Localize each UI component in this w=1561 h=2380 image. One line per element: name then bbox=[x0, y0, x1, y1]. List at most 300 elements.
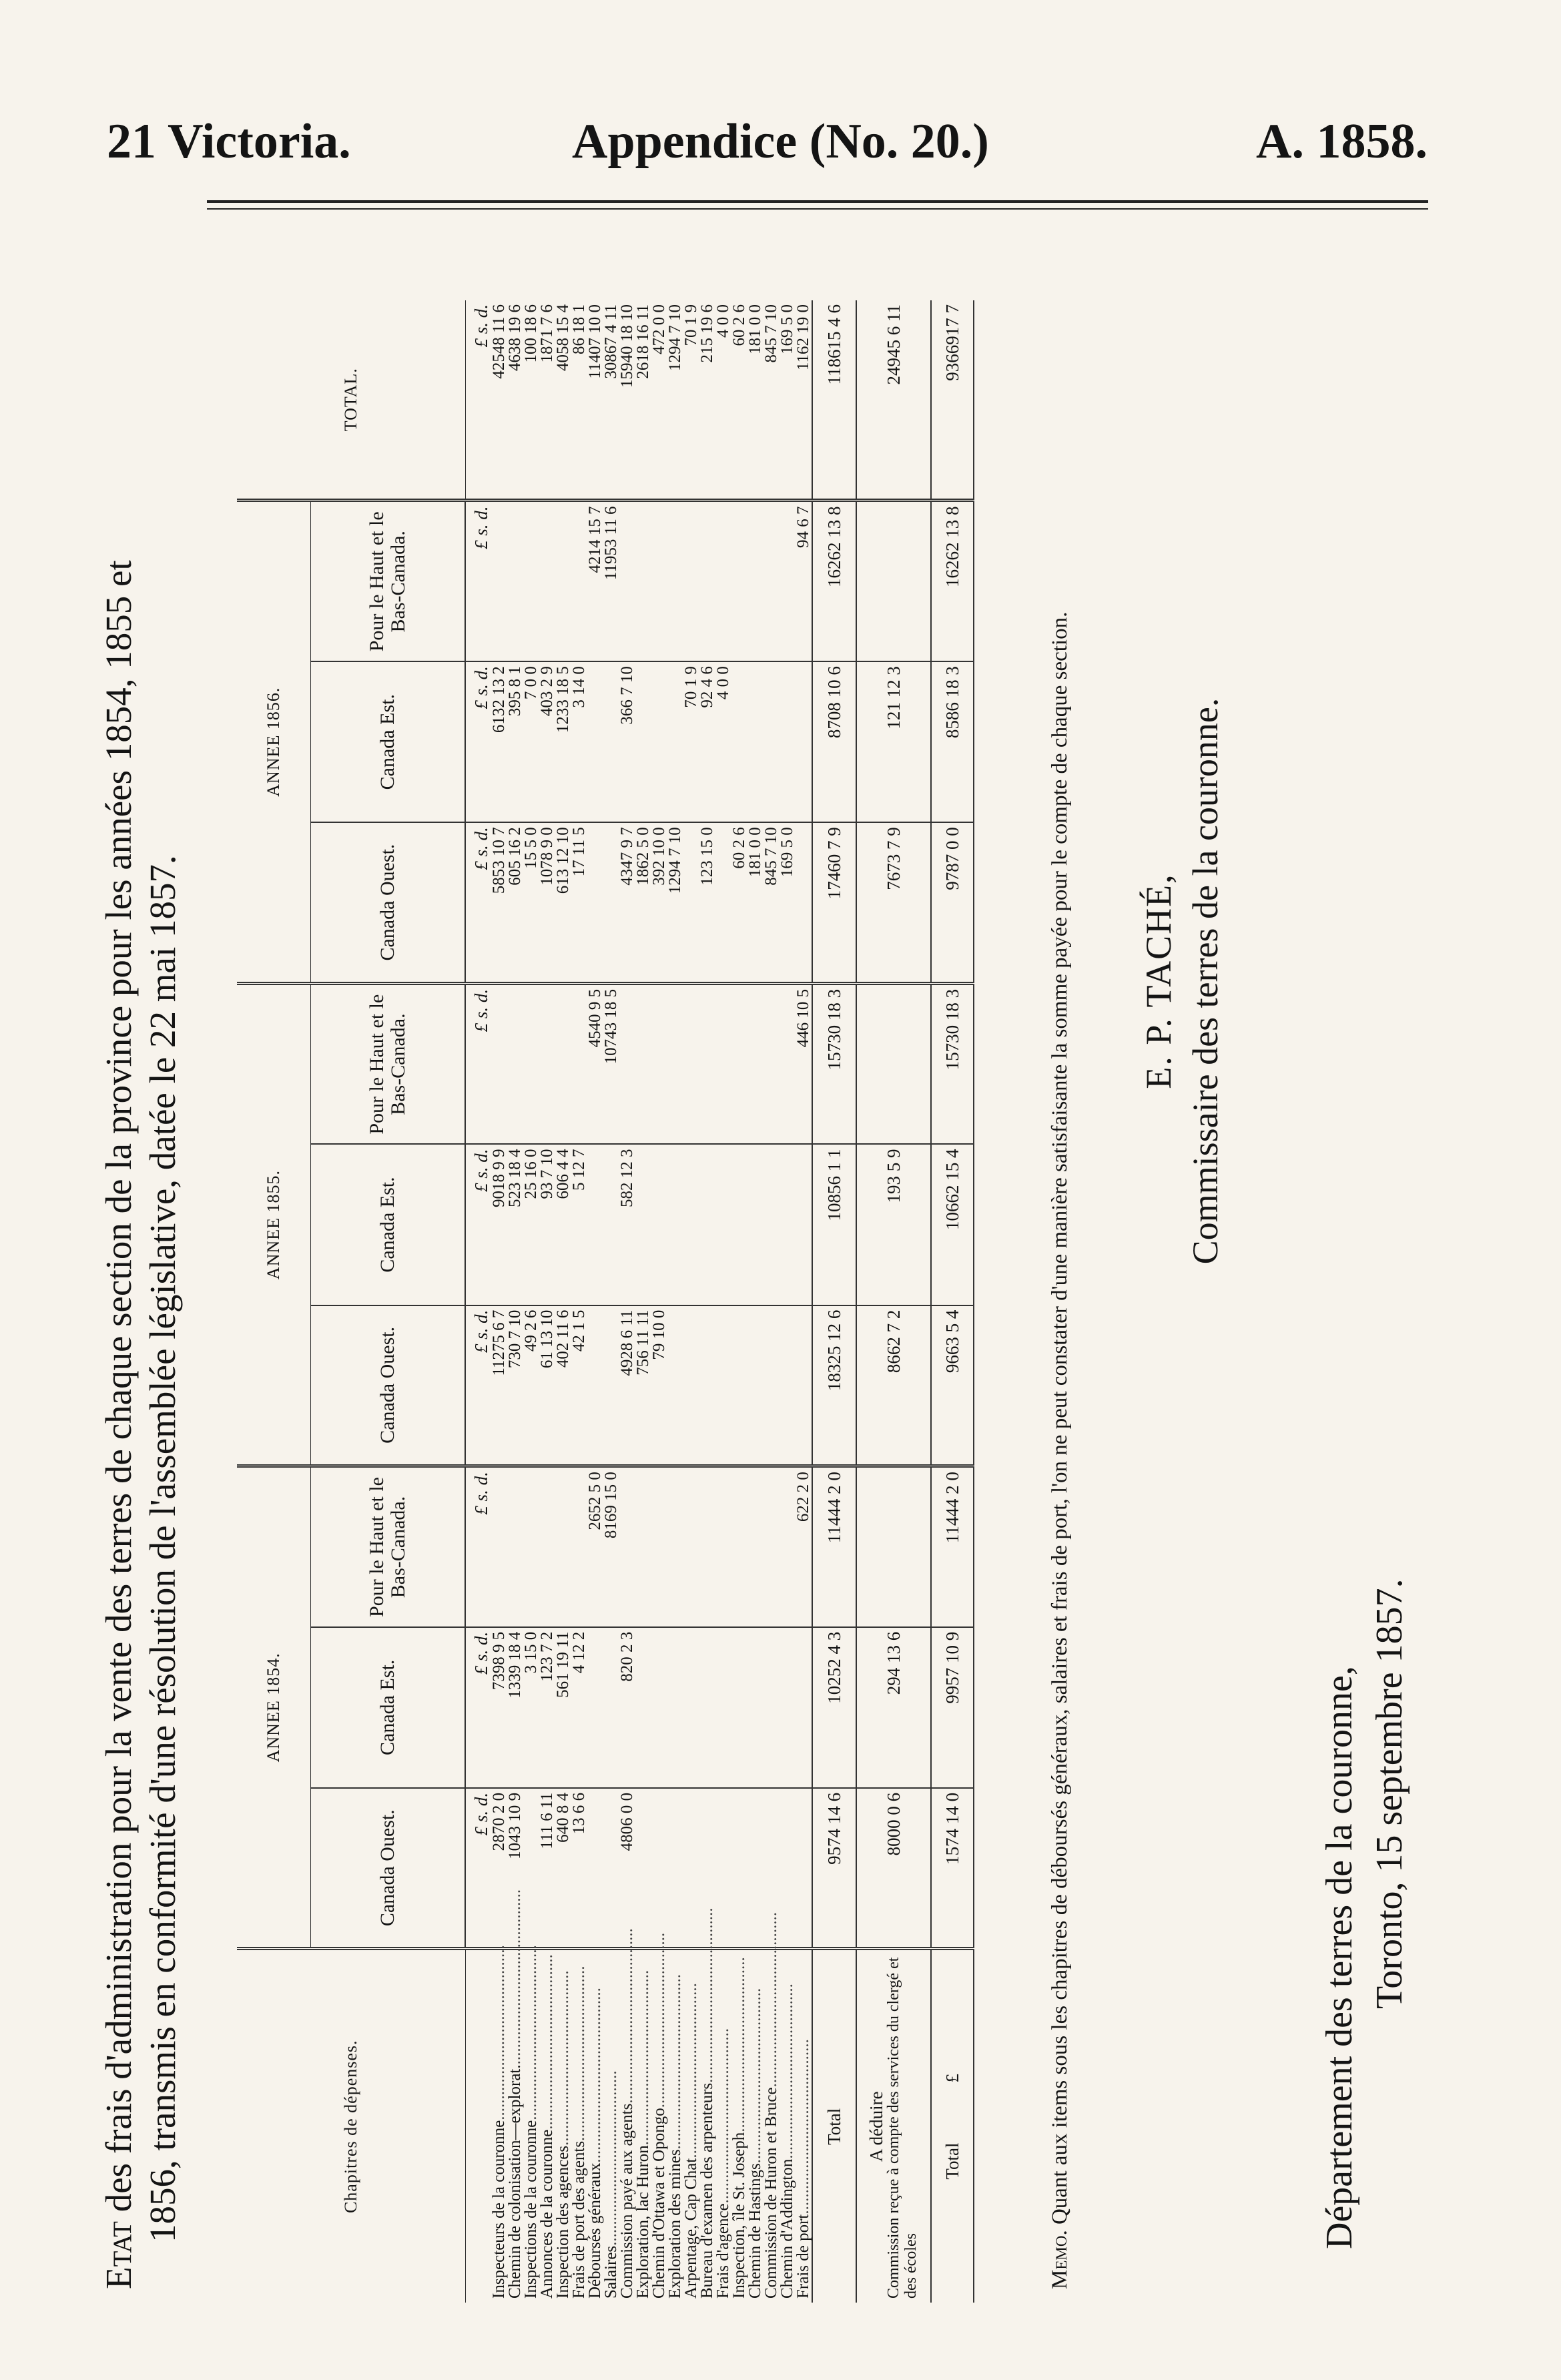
row-value bbox=[651, 1627, 667, 1788]
row-value: 1862 5 0 bbox=[635, 822, 651, 983]
row-value bbox=[731, 1466, 747, 1627]
row-value: 5853 10 7 bbox=[491, 822, 507, 983]
row-value bbox=[507, 983, 523, 1144]
row-value bbox=[635, 983, 651, 1144]
row-value bbox=[763, 1627, 779, 1788]
row-value bbox=[731, 1305, 747, 1466]
row-value bbox=[603, 1627, 619, 1788]
row-value: 622 2 0 bbox=[796, 1466, 812, 1627]
row-value bbox=[683, 1305, 699, 1466]
row-value bbox=[667, 1627, 683, 1788]
subhead-1856-2: Pour le Haut et le Bas-Canada. bbox=[311, 501, 466, 661]
row-value bbox=[635, 1627, 651, 1788]
table-row bbox=[587, 300, 603, 2303]
row-value: 6132 13 2 bbox=[491, 661, 507, 822]
row-value: 4928 6 11 bbox=[619, 1305, 635, 1466]
row-value bbox=[667, 501, 683, 661]
row-value bbox=[731, 501, 747, 661]
row-value bbox=[747, 983, 763, 1144]
row-value: 42548 11 6 bbox=[491, 300, 507, 501]
row-value bbox=[491, 501, 507, 661]
subhead-1856-0: Canada Ouest. bbox=[311, 822, 466, 983]
table-row bbox=[635, 300, 651, 2303]
row-value bbox=[699, 1466, 715, 1627]
row-value: 9018 9 9 bbox=[491, 1144, 507, 1305]
row-value bbox=[699, 1627, 715, 1788]
units-label: £ s. d. bbox=[465, 1466, 491, 1627]
row-value bbox=[715, 1144, 731, 1305]
row-label: Frais de port des agents.......................................... bbox=[570, 1966, 588, 2299]
total-value: 8708 10 6 bbox=[812, 661, 856, 822]
row-value: 392 10 0 bbox=[651, 822, 667, 983]
row-value bbox=[667, 1305, 683, 1466]
row-value bbox=[699, 501, 715, 661]
final-total-row bbox=[931, 300, 974, 2303]
row-value bbox=[747, 661, 763, 822]
row-value bbox=[715, 1466, 731, 1627]
running-header bbox=[0, 113, 1561, 187]
leader-dots: .......................................... bbox=[650, 1932, 668, 2108]
final-value: 10662 15 4 bbox=[931, 1144, 974, 1305]
row-value bbox=[651, 1466, 667, 1627]
leader-dots: .......................................... bbox=[586, 1988, 604, 2163]
table-row bbox=[507, 300, 523, 2303]
row-value: 3 14 0 bbox=[571, 661, 587, 822]
table-row bbox=[651, 300, 667, 2303]
leader-dots: .......................................... bbox=[506, 1889, 524, 2065]
header-rule-thin bbox=[207, 208, 1428, 210]
row-value: 820 2 3 bbox=[619, 1627, 635, 1788]
table-row bbox=[699, 300, 715, 2303]
final-value: 9787 0 0 bbox=[931, 822, 974, 983]
row-value: 366 7 10 bbox=[619, 661, 635, 822]
units-label: £ s. d. bbox=[465, 1788, 491, 1949]
row-value bbox=[491, 1466, 507, 1627]
row-value bbox=[731, 1144, 747, 1305]
row-value bbox=[523, 1466, 539, 1627]
row-value bbox=[747, 1788, 763, 1949]
final-value: 15730 18 3 bbox=[931, 983, 974, 1144]
deduct-heading: A déduire bbox=[866, 2091, 886, 2162]
row-value: 70 1 9 bbox=[683, 300, 699, 501]
row-value: 60 2 6 bbox=[731, 300, 747, 501]
row-value: 42 1 5 bbox=[571, 1305, 587, 1466]
row-value: 2618 16 11 bbox=[635, 300, 651, 501]
leader-dots: .......................................... bbox=[618, 1928, 636, 2104]
row-value bbox=[747, 1627, 763, 1788]
row-value: 17 11 5 bbox=[571, 822, 587, 983]
row-value: 1294 7 10 bbox=[667, 822, 683, 983]
row-value bbox=[763, 501, 779, 661]
title-lead: Etat bbox=[98, 2221, 139, 2289]
deduct-value bbox=[856, 1466, 931, 1627]
row-value bbox=[651, 1788, 667, 1949]
row-value: 25 16 0 bbox=[523, 1144, 539, 1305]
final-value: 1574 14 0 bbox=[931, 1788, 974, 1949]
final-total-label: Total bbox=[942, 2142, 962, 2180]
row-value bbox=[683, 822, 699, 983]
place-date-line: Toronto, 15 septembre 1857. bbox=[1369, 1578, 1410, 2009]
units-label: £ s. d. bbox=[465, 661, 491, 822]
row-value bbox=[779, 1305, 796, 1466]
deduct-value: 7673 7 9 bbox=[856, 822, 931, 983]
title-line-2: 1856, transmis en conformité d'une résolution de l'assemblée législative, datée le 22 mai 1857. bbox=[142, 855, 183, 2243]
row-value: 7 0 0 bbox=[523, 661, 539, 822]
department-line: Département des terres de la couronne, bbox=[1319, 1666, 1360, 2249]
row-value bbox=[539, 983, 555, 1144]
subhead-1856-1: Canada Est. bbox=[311, 661, 466, 822]
expense-table bbox=[237, 300, 974, 2303]
row-value: 4 12 2 bbox=[571, 1627, 587, 1788]
total-value: 9574 14 6 bbox=[812, 1788, 856, 1949]
table-row bbox=[491, 300, 507, 2303]
final-value: 9366917 7 bbox=[931, 300, 974, 501]
row-value: 4 0 0 bbox=[715, 300, 731, 501]
row-label: Inspection, île St. Joseph.......................................... bbox=[730, 1957, 748, 2299]
table-row bbox=[667, 300, 683, 2303]
row-value bbox=[699, 1305, 715, 1466]
row-label: Déboursés généraux.......................................... bbox=[586, 1988, 604, 2299]
row-value: 4347 9 7 bbox=[619, 822, 635, 983]
leader-dots: .......................................... bbox=[762, 1911, 780, 2088]
row-value: 70 1 9 bbox=[683, 661, 699, 822]
row-value bbox=[731, 1627, 747, 1788]
row-value: 606 4 4 bbox=[555, 1144, 571, 1305]
row-value: 7398 9 5 bbox=[491, 1627, 507, 1788]
total-value: 17460 7 9 bbox=[812, 822, 856, 983]
row-value: 4806 0 0 bbox=[619, 1788, 635, 1949]
row-value bbox=[603, 1788, 619, 1949]
units-spacer bbox=[465, 1949, 491, 2303]
subhead-1855-1: Canada Est. bbox=[311, 1144, 466, 1305]
row-value bbox=[796, 1144, 812, 1305]
row-value bbox=[571, 1466, 587, 1627]
subhead-1854-1: Canada Est. bbox=[311, 1627, 466, 1788]
deduct-value bbox=[856, 501, 931, 661]
document-title bbox=[97, 287, 185, 2289]
total-value: 11444 2 0 bbox=[812, 1466, 856, 1627]
deduct-value: 193 5 9 bbox=[856, 1144, 931, 1305]
row-value: 1043 10 9 bbox=[507, 1788, 523, 1949]
header-session: 21 Victoria. bbox=[107, 114, 351, 169]
row-label: Chemin d'Addington.......................................... bbox=[778, 1984, 796, 2299]
table-row bbox=[571, 300, 587, 2303]
row-value: 181 0 0 bbox=[747, 822, 763, 983]
units-label: £ s. d. bbox=[465, 1627, 491, 1788]
row-value bbox=[715, 1788, 731, 1949]
table-row bbox=[539, 300, 555, 2303]
final-value: 8586 18 3 bbox=[931, 661, 974, 822]
row-value bbox=[635, 1466, 651, 1627]
head-year-1854: ANNEE 1854. bbox=[237, 1466, 311, 1949]
row-value: 613 12 10 bbox=[555, 822, 571, 983]
row-label: Chemin d'Ottawa et Opongo.......................................... bbox=[650, 1932, 668, 2299]
row-value bbox=[603, 1144, 619, 1305]
row-value bbox=[683, 1627, 699, 1788]
units-label: £ s. d. bbox=[465, 983, 491, 1144]
row-value bbox=[555, 1466, 571, 1627]
row-value bbox=[619, 501, 635, 661]
row-value bbox=[667, 1788, 683, 1949]
leader-dots: .......................................... bbox=[778, 1984, 796, 2159]
total-value: 18325 12 6 bbox=[812, 1305, 856, 1466]
memo-lead: Memo. bbox=[1048, 2230, 1072, 2289]
row-label: Frais d'agence.......................................... bbox=[714, 2028, 732, 2299]
subhead-1855-0: Canada Ouest. bbox=[311, 1305, 466, 1466]
row-value: 1871 7 6 bbox=[539, 300, 555, 501]
leader-dots: .......................................... bbox=[666, 1974, 684, 2150]
row-value bbox=[571, 501, 587, 661]
row-value: 5 12 7 bbox=[571, 1144, 587, 1305]
row-value bbox=[507, 1466, 523, 1627]
table-row bbox=[779, 300, 796, 2303]
row-label: Commission de Huron et Bruce.......................................... bbox=[762, 1911, 780, 2299]
leader-dots: .......................................... bbox=[746, 1988, 764, 2164]
row-value: 4 0 0 bbox=[715, 661, 731, 822]
units-label: £ s. d. bbox=[465, 501, 491, 661]
row-value bbox=[539, 1466, 555, 1627]
leader-dots: .......................................... bbox=[490, 1945, 508, 2120]
row-value bbox=[667, 1466, 683, 1627]
head-year-1856: ANNEE 1856. bbox=[237, 501, 311, 983]
row-value: 30867 4 11 bbox=[603, 300, 619, 501]
row-value bbox=[555, 501, 571, 661]
row-value bbox=[779, 501, 796, 661]
header-appendix: Appendice (No. 20.) bbox=[572, 114, 989, 169]
row-value: 1233 18 5 bbox=[555, 661, 571, 822]
row-value: 79 10 0 bbox=[651, 1305, 667, 1466]
row-value bbox=[683, 1466, 699, 1627]
row-label: Bureau d'examen des arpenteurs.......................................... bbox=[698, 1907, 716, 2299]
subhead-1854-0: Canada Ouest. bbox=[311, 1788, 466, 1949]
row-label: Exploration, lac Huron.......................................... bbox=[634, 1970, 652, 2299]
row-value: 402 11 6 bbox=[555, 1305, 571, 1466]
row-value: 169 5 0 bbox=[779, 822, 796, 983]
row-label: Chemin de colonisation—explorat........................................... bbox=[506, 1889, 524, 2299]
row-value: 4214 15 7 bbox=[587, 501, 603, 661]
row-value bbox=[523, 501, 539, 661]
row-value: 4058 15 4 bbox=[555, 300, 571, 501]
row-value bbox=[699, 1144, 715, 1305]
table-row bbox=[715, 300, 731, 2303]
table-row bbox=[796, 300, 812, 2303]
row-value: 1162 19 0 bbox=[796, 300, 812, 501]
row-label: Chemin de Hastings.......................................... bbox=[746, 1988, 764, 2299]
units-label: £ s. d. bbox=[465, 1144, 491, 1305]
row-value: 845 7 10 bbox=[763, 300, 779, 501]
row-value bbox=[587, 822, 603, 983]
row-value: 4638 19 6 bbox=[507, 300, 523, 501]
row-label: Exploration des mines.......................................... bbox=[666, 1974, 684, 2299]
row-value bbox=[651, 501, 667, 661]
row-value bbox=[779, 1627, 796, 1788]
row-value bbox=[587, 1788, 603, 1949]
leader-dots: .......................................... bbox=[522, 1945, 540, 2120]
row-label: Annonces de la couronne.......................................... bbox=[538, 1954, 556, 2299]
row-value: 1294 7 10 bbox=[667, 300, 683, 501]
row-value: 395 8 1 bbox=[507, 661, 523, 822]
header-year: A. 1858. bbox=[1256, 114, 1428, 169]
total-row bbox=[812, 300, 856, 2303]
leader-dots: .......................................... bbox=[570, 1966, 588, 2141]
row-value bbox=[747, 501, 763, 661]
row-value bbox=[651, 983, 667, 1144]
table-row bbox=[683, 300, 699, 2303]
row-value bbox=[683, 501, 699, 661]
row-value bbox=[603, 661, 619, 822]
row-value: 403 2 9 bbox=[539, 661, 555, 822]
row-value: 11275 6 7 bbox=[491, 1305, 507, 1466]
row-label: Commission payé aux agents.......................................... bbox=[618, 1928, 636, 2299]
row-value: 169 5 0 bbox=[779, 300, 796, 501]
deduct-label bbox=[856, 1949, 931, 2303]
head-total: TOTAL. bbox=[237, 300, 465, 501]
deduct-value: 121 12 3 bbox=[856, 661, 931, 822]
leader-dots: .......................................... bbox=[554, 1970, 572, 2146]
subhead-1855-2: Pour le Haut et le Bas-Canada. bbox=[311, 983, 466, 1144]
deduct-value: 24945 6 11 bbox=[856, 300, 931, 501]
deduct-value bbox=[856, 983, 931, 1144]
total-label: Total bbox=[812, 1949, 856, 2303]
row-value bbox=[779, 1144, 796, 1305]
row-value bbox=[619, 983, 635, 1144]
total-value: 15730 18 3 bbox=[812, 983, 856, 1144]
row-value bbox=[635, 661, 651, 822]
row-value bbox=[731, 1788, 747, 1949]
final-currency: £ bbox=[942, 2073, 962, 2083]
row-value: 446 10 5 bbox=[796, 983, 812, 1144]
row-value: 111 6 11 bbox=[539, 1788, 555, 1949]
row-value bbox=[523, 983, 539, 1144]
row-value bbox=[731, 661, 747, 822]
signatory-title: Commissaire des terres de la couronne. bbox=[1185, 697, 1225, 1265]
row-value: 13 6 6 bbox=[571, 1788, 587, 1949]
row-value bbox=[603, 1305, 619, 1466]
total-value: 16262 13 8 bbox=[812, 501, 856, 661]
row-value bbox=[571, 983, 587, 1144]
row-value bbox=[491, 983, 507, 1144]
units-label: £ s. d. bbox=[465, 822, 491, 983]
row-label: Arpentage, Cap Chat.......................................... bbox=[682, 1983, 700, 2299]
row-value bbox=[763, 661, 779, 822]
row-value bbox=[635, 1144, 651, 1305]
title-line-1: des frais d'administration pour la vente des terres de chaque section de la province pour les années 1854, 1855 et bbox=[98, 560, 139, 2222]
row-value: 1078 9 0 bbox=[539, 822, 555, 983]
row-value bbox=[683, 1788, 699, 1949]
row-value bbox=[763, 983, 779, 1144]
leader-dots: .......................................... bbox=[634, 1970, 652, 2146]
row-value: 3 15 0 bbox=[523, 1627, 539, 1788]
total-value: 118615 4 6 bbox=[812, 300, 856, 501]
leader-dots: .......................................... bbox=[714, 2028, 732, 2204]
row-value: 60 2 6 bbox=[731, 822, 747, 983]
row-value: 10743 18 5 bbox=[603, 983, 619, 1144]
row-value: 472 0 0 bbox=[651, 300, 667, 501]
deduct-value: 8662 7 2 bbox=[856, 1305, 931, 1466]
row-value bbox=[715, 983, 731, 1144]
table-row bbox=[523, 300, 539, 2303]
memo-note bbox=[1044, 380, 1075, 2289]
units-label: £ s. d. bbox=[465, 300, 491, 501]
row-value bbox=[763, 1305, 779, 1466]
table-row bbox=[555, 300, 571, 2303]
table-row bbox=[731, 300, 747, 2303]
row-value bbox=[667, 983, 683, 1144]
row-value bbox=[796, 661, 812, 822]
row-value bbox=[779, 983, 796, 1144]
units-label: £ s. d. bbox=[465, 1305, 491, 1466]
row-value bbox=[796, 1627, 812, 1788]
row-value bbox=[715, 1305, 731, 1466]
row-value bbox=[555, 983, 571, 1144]
row-value bbox=[587, 661, 603, 822]
row-value bbox=[763, 1144, 779, 1305]
row-value: 582 12 3 bbox=[619, 1144, 635, 1305]
head-chapitres: Chapitres de dépenses. bbox=[237, 1949, 465, 2303]
leader-dots: .......................................... bbox=[602, 2070, 620, 2246]
row-value bbox=[747, 1144, 763, 1305]
row-value bbox=[699, 983, 715, 1144]
row-value bbox=[796, 1788, 812, 1949]
row-value bbox=[731, 983, 747, 1144]
row-value bbox=[779, 661, 796, 822]
row-value: 181 0 0 bbox=[747, 300, 763, 501]
row-value: 1339 18 4 bbox=[507, 1627, 523, 1788]
row-value bbox=[715, 822, 731, 983]
row-value: 605 16 2 bbox=[507, 822, 523, 983]
row-value: 61 13 10 bbox=[539, 1305, 555, 1466]
final-value: 9663 5 4 bbox=[931, 1305, 974, 1466]
row-label: Salaires.......................................... bbox=[602, 2070, 620, 2299]
leader-dots: .......................................... bbox=[682, 1983, 700, 2158]
row-value bbox=[539, 501, 555, 661]
header-rule bbox=[207, 200, 1428, 203]
total-value: 10856 1 1 bbox=[812, 1144, 856, 1305]
row-value: 730 7 10 bbox=[507, 1305, 523, 1466]
row-value bbox=[523, 1788, 539, 1949]
table-row bbox=[747, 300, 763, 2303]
row-value: 15940 18 10 bbox=[619, 300, 635, 501]
row-value bbox=[587, 1144, 603, 1305]
row-value bbox=[587, 1305, 603, 1466]
leader-dots: .......................................... bbox=[538, 1954, 556, 2130]
row-value: 215 19 6 bbox=[699, 300, 715, 501]
row-label: Inspection des agences.......................................... bbox=[554, 1970, 572, 2299]
row-value: 11953 11 6 bbox=[603, 501, 619, 661]
row-label: Frais de port.......................................... bbox=[794, 2039, 812, 2299]
row-label: Inspecteurs de la couronne.......................................... bbox=[490, 1945, 508, 2299]
row-value bbox=[715, 1627, 731, 1788]
table-row bbox=[619, 300, 635, 2303]
row-value bbox=[635, 501, 651, 661]
row-value: 2870 2 0 bbox=[491, 1788, 507, 1949]
row-value: 100 18 6 bbox=[523, 300, 539, 501]
row-label: Inspections de la couronne.......................................... bbox=[522, 1945, 540, 2299]
row-value: 93 7 10 bbox=[539, 1144, 555, 1305]
row-value: 640 8 4 bbox=[555, 1788, 571, 1949]
row-value: 11407 10 0 bbox=[587, 300, 603, 501]
deduct-value: 8000 0 6 bbox=[856, 1788, 931, 1949]
row-value bbox=[587, 1627, 603, 1788]
row-value bbox=[763, 1466, 779, 1627]
row-value: 756 11 11 bbox=[635, 1305, 651, 1466]
row-value: 4540 9 5 bbox=[587, 983, 603, 1144]
row-value: 845 7 10 bbox=[763, 822, 779, 983]
total-value: 10252 4 3 bbox=[812, 1627, 856, 1788]
row-value: 561 19 11 bbox=[555, 1627, 571, 1788]
signatory-name: E. P. TACHÉ, bbox=[1139, 873, 1179, 1089]
row-value bbox=[779, 1788, 796, 1949]
